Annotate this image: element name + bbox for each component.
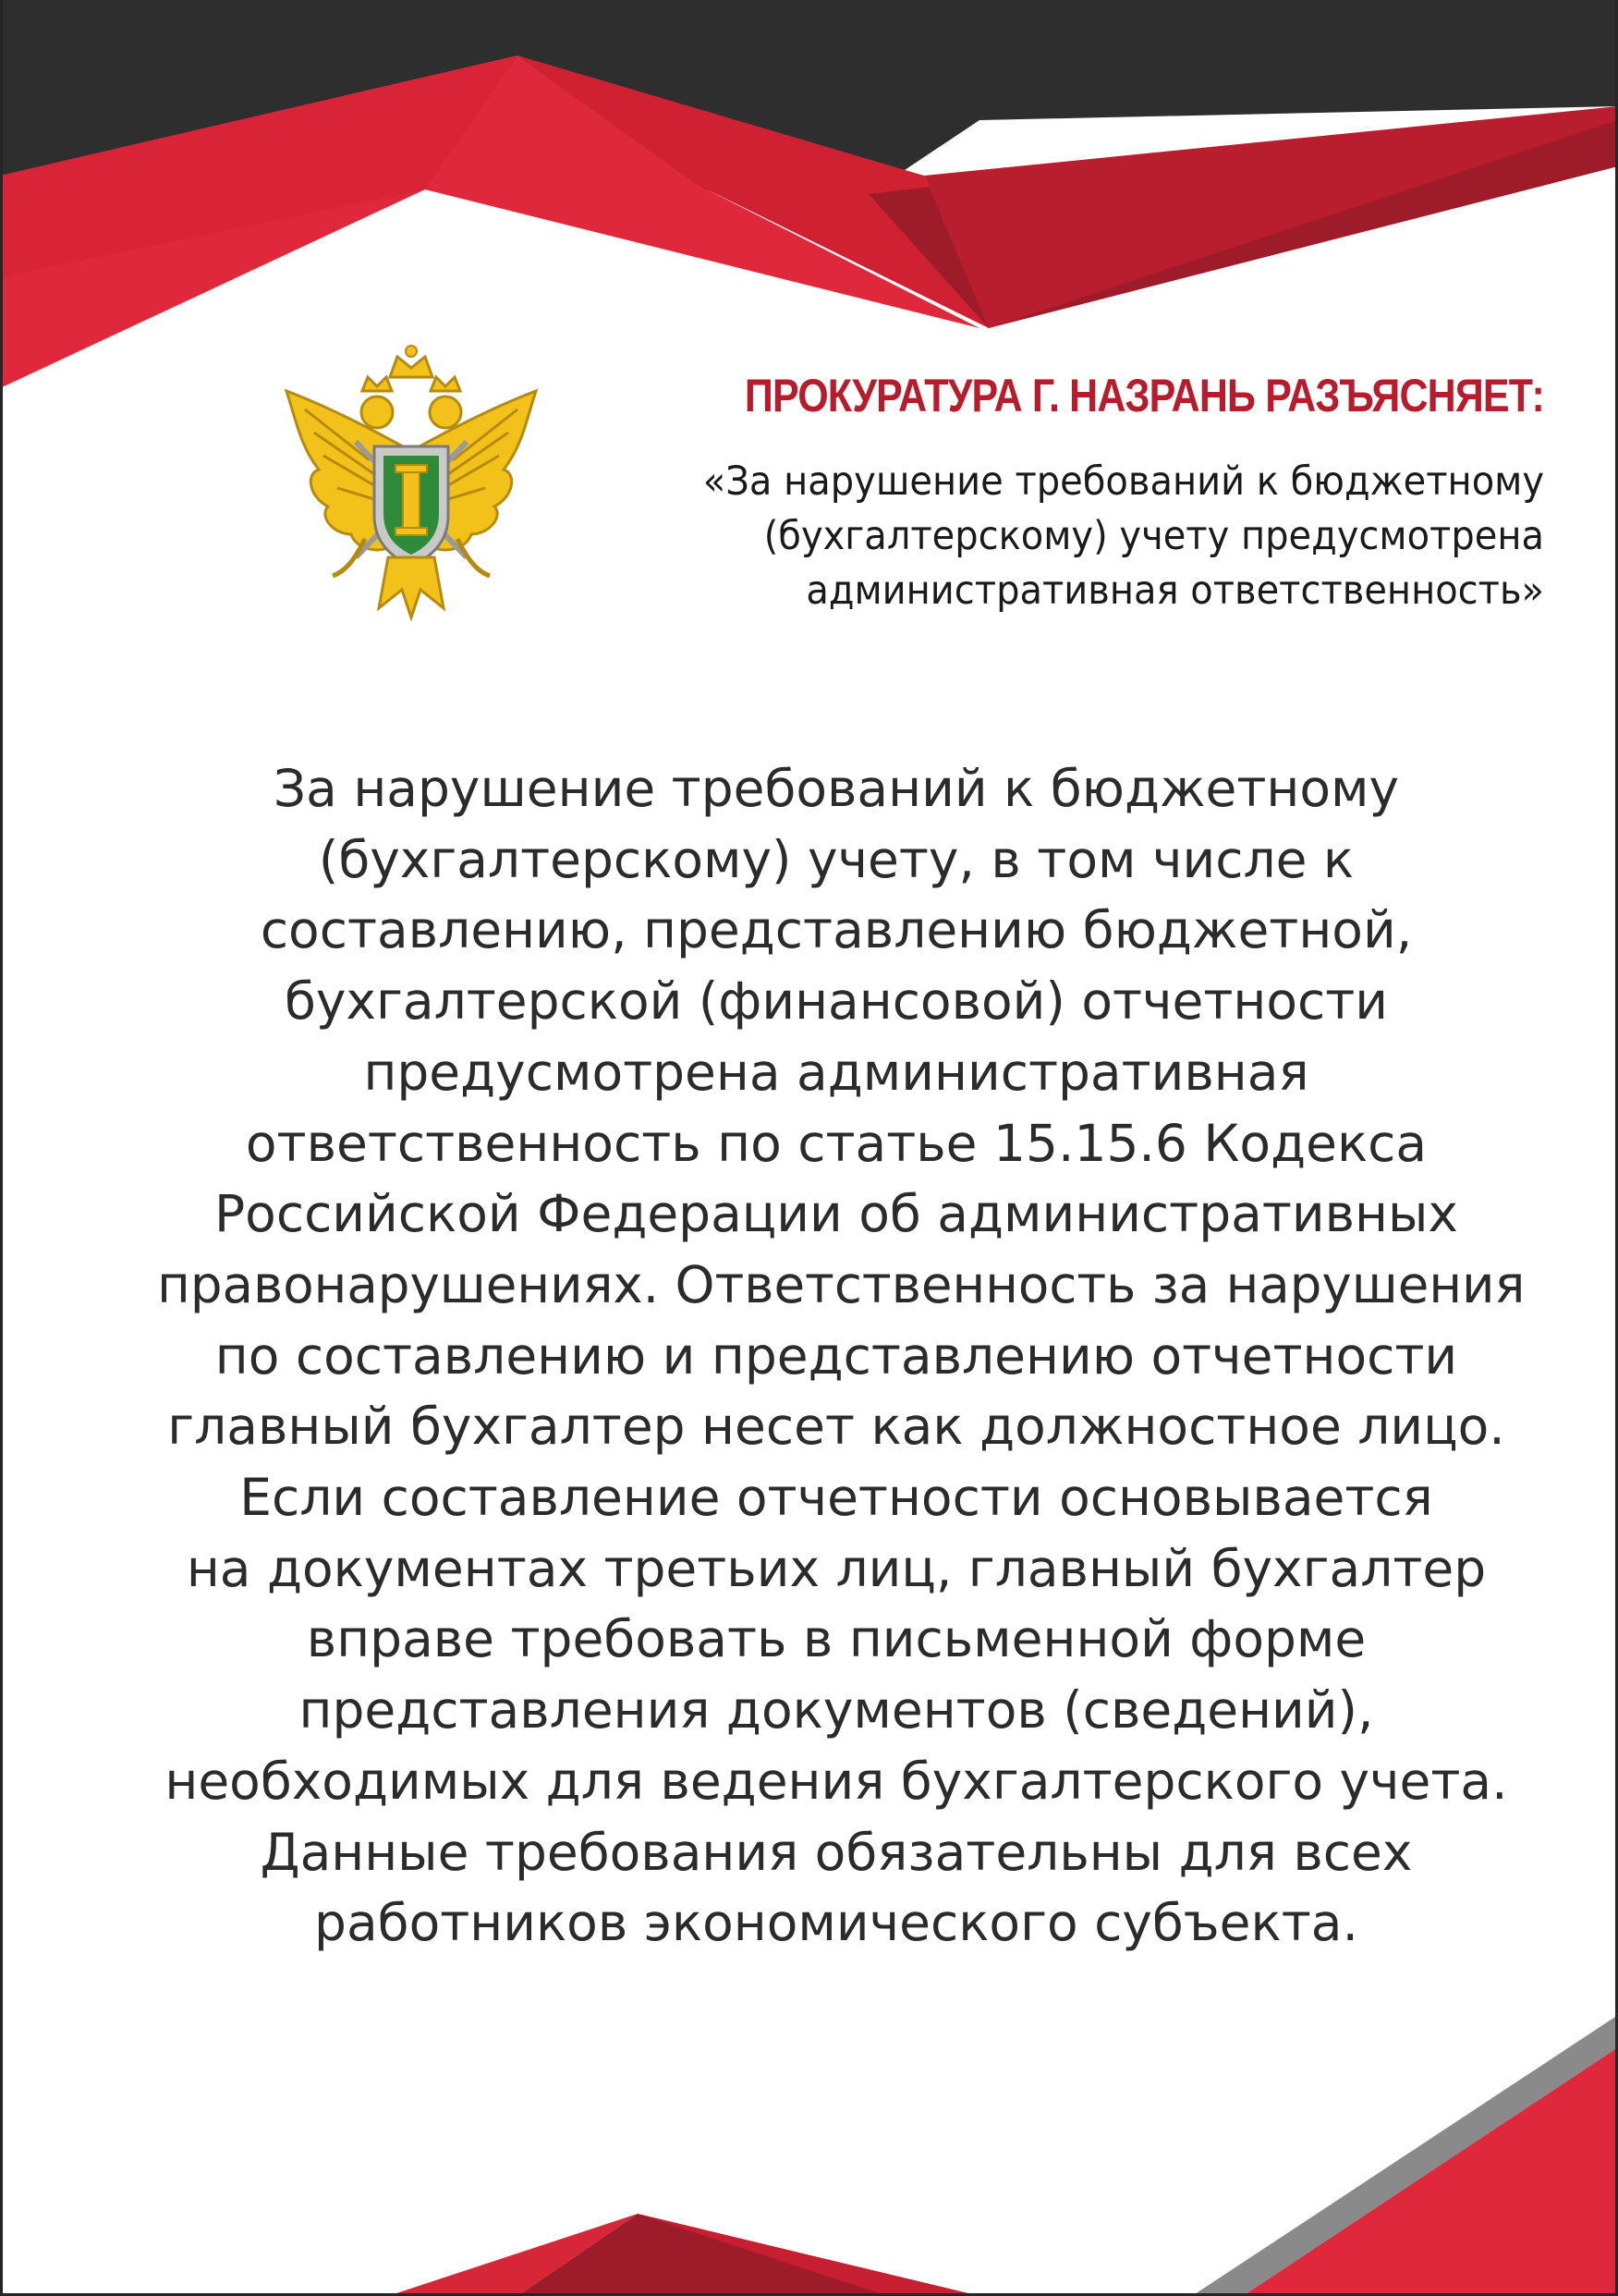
body-line: Данные требования обязательны для всех	[260, 1822, 1413, 1882]
body-line: на документах третьих лиц, главный бухгалтер	[186, 1538, 1487, 1598]
body-line: представления документов (сведений),	[298, 1680, 1374, 1740]
body-line: составлению, представлению бюджетной,	[260, 900, 1413, 960]
header-subtitle	[599, 455, 1544, 618]
body-paragraph	[152, 753, 1526, 1959]
body-line: необходимых для ведения бухгалтерского учета.	[164, 1751, 1508, 1811]
prosecutor-emblem-icon	[268, 340, 554, 627]
body-line: правонарушениях. Ответственность за нарушения	[157, 1254, 1526, 1314]
body-line: вправе требовать в письменной форме	[306, 1609, 1367, 1669]
body-line: работников экономического субъекта.	[314, 1893, 1358, 1953]
top-right-red-shape	[924, 106, 1618, 328]
body-line: Российской Федерации об административных	[214, 1184, 1458, 1244]
header-subtitle-line: (бухгалтерскому) учету предусмотрена	[763, 513, 1544, 559]
body-line: по составлению и представлению отчетности	[214, 1325, 1458, 1386]
body-line: главный бухгалтер несет как должностное лицо.	[167, 1397, 1505, 1457]
body-line: (бухгалтерскому) учету, в том числе к	[318, 829, 1355, 889]
body-line: бухгалтерской (финансовой) отчетности	[284, 971, 1389, 1032]
body-line: За нарушение требований к бюджетному	[273, 759, 1400, 818]
body-line: предусмотрена административная	[363, 1042, 1309, 1102]
body-line: Если составление отчетности основывается	[239, 1468, 1433, 1528]
header-title: ПРОКУРАТУРА Г. НАЗРАНЬ РАЗЪЯСНЯЕТ:	[744, 370, 1544, 421]
body-line: ответственность по статье 15.15.6 Кодекса	[245, 1113, 1428, 1173]
header-subtitle-line: «За нарушение требований к бюджетному	[702, 458, 1544, 505]
header-subtitle-line: административная ответственность»	[806, 568, 1544, 614]
